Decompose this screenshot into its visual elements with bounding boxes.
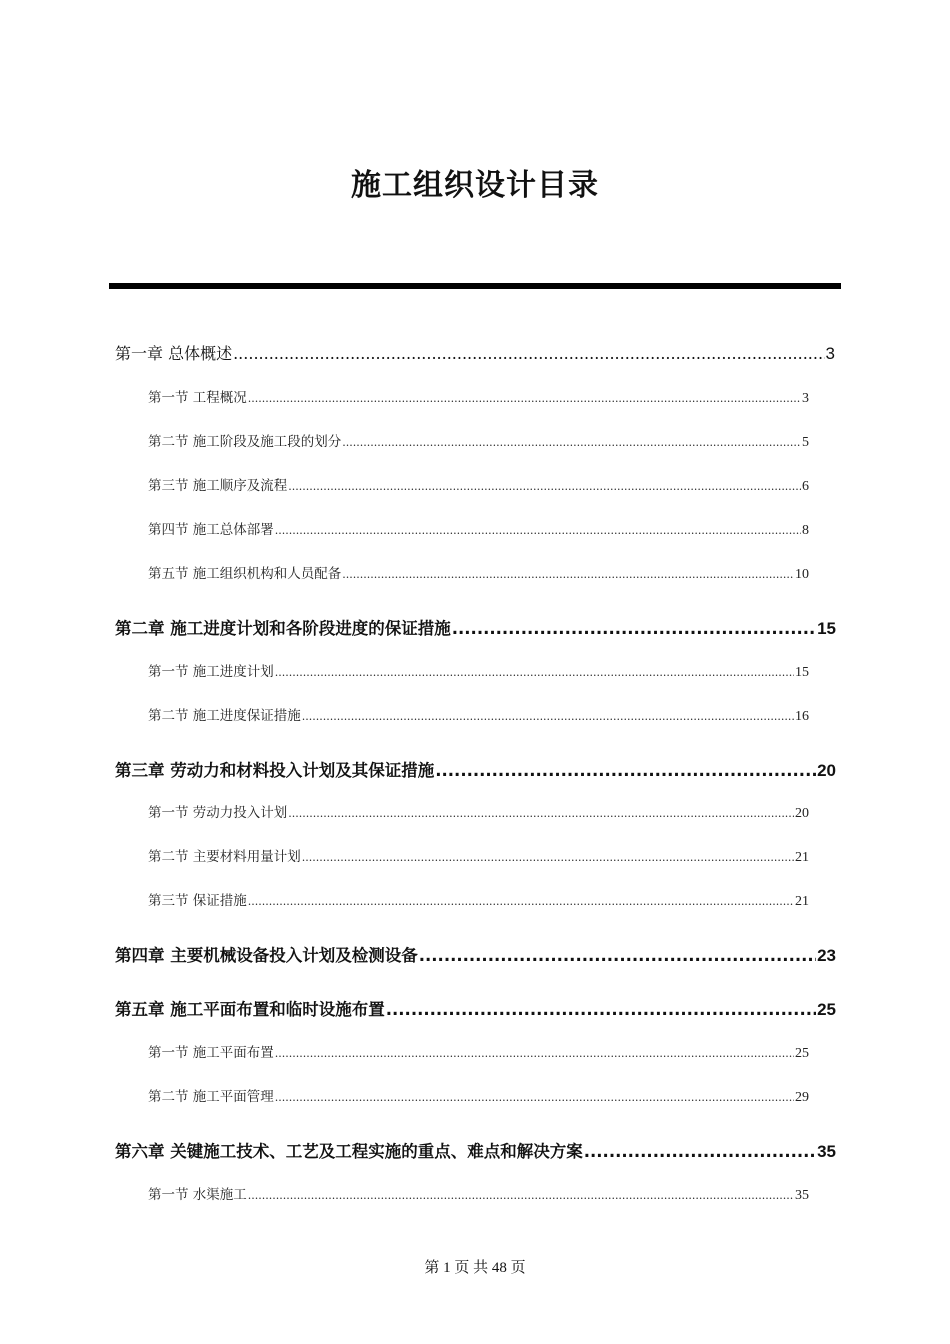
toc-section-2-1[interactable] [148,660,809,681]
dot-leader [302,849,794,865]
dot-leader [419,946,816,965]
toc-entry-label: 第六章 关键施工技术、工艺及工程实施的重点、难点和解决方案 [115,1142,583,1161]
dot-leader [288,478,801,494]
toc-section-5-1[interactable] [148,1041,809,1062]
toc-page-number: 23 [817,946,836,965]
toc-page-number: 8 [802,523,809,538]
toc-page-number: 15 [817,619,836,638]
toc-entry-label: 第三章 劳动力和材料投入计划及其保证措施 [115,761,435,780]
toc-page-number: 21 [795,894,809,909]
toc-chapter-1[interactable] [115,341,835,364]
toc-entry-label: 第三节 保证措施 [148,893,247,909]
toc-page-number: 20 [795,806,809,821]
toc-page-number: 35 [795,1188,809,1203]
toc-page-number: 5 [802,435,809,450]
toc-entry-label: 第五节 施工组织机构和人员配备 [148,566,342,582]
toc-page-number: 21 [795,850,809,865]
toc-section-3-2[interactable] [148,845,809,866]
toc-entry-label: 第一节 水渠施工 [148,1187,247,1203]
toc-page-number: 25 [795,1046,809,1061]
toc-section-1-5[interactable] [148,562,809,583]
toc-entry-label: 第一节 劳动力投入计划 [148,805,288,821]
toc-entry-label: 第五章 施工平面布置和临时设施布置 [115,1000,385,1019]
dot-leader [233,344,824,363]
toc-section-1-2[interactable] [148,430,809,451]
dot-leader [342,434,801,450]
toc-section-3-1[interactable] [148,801,809,822]
toc-page-number: 10 [795,567,809,582]
toc-entry-label: 第四节 施工总体部署 [148,522,274,538]
toc-page-number: 3 [825,344,835,363]
toc-entry-label: 第二节 施工阶段及施工段的划分 [148,434,342,450]
dot-leader [386,1000,816,1019]
toc-page-number: 20 [817,761,836,780]
toc-chapter-6[interactable] [115,1138,836,1162]
dot-leader [452,619,816,638]
toc-section-5-2[interactable] [148,1085,809,1106]
dot-leader [288,805,794,821]
dot-leader [275,1089,794,1105]
toc-page-number: 25 [817,1000,836,1019]
dot-leader [275,1045,794,1061]
toc-entry-label: 第二节 施工进度保证措施 [148,708,301,724]
dot-leader [584,1142,816,1161]
dot-leader [248,390,801,406]
toc-section-6-1[interactable] [148,1183,809,1204]
dot-leader [275,522,801,538]
toc-page-number: 16 [795,709,809,724]
dot-leader [302,708,794,724]
dot-leader [342,566,794,582]
title-divider [109,283,841,289]
toc-entry-label: 第一章 总体概述 [115,344,233,363]
toc-section-2-2[interactable] [148,704,809,725]
dot-leader [275,664,794,680]
toc-page-number: 29 [795,1090,809,1105]
toc-chapter-2[interactable] [115,615,836,639]
toc-page-number: 35 [817,1142,836,1161]
dot-leader [248,1187,794,1203]
toc-section-1-3[interactable] [148,474,809,495]
toc-entry-label: 第一节 施工平面布置 [148,1045,274,1061]
toc-entry-label: 第四章 主要机械设备投入计划及检测设备 [115,946,418,965]
toc-entry-label: 第二节 主要材料用量计划 [148,849,301,865]
toc-section-1-4[interactable] [148,518,809,539]
toc-entry-label: 第三节 施工顺序及流程 [148,478,288,494]
toc-entry-label: 第一节 施工进度计划 [148,664,274,680]
toc-chapter-3[interactable] [115,757,836,781]
toc-entry-label: 第一节 工程概况 [148,390,247,406]
dot-leader [248,893,794,909]
page-title: 施工组织设计目录 [351,168,599,203]
toc-entry-label: 第二章 施工进度计划和各阶段进度的保证措施 [115,619,451,638]
toc-entry-label: 第二节 施工平面管理 [148,1089,274,1105]
toc-section-3-3[interactable] [148,889,809,910]
toc-chapter-5[interactable] [115,996,836,1020]
toc-page-number: 6 [802,479,809,494]
toc-section-1-1[interactable] [148,386,809,407]
dot-leader [435,761,816,780]
page-footer: 第 1 页 共 48 页 [424,1260,526,1276]
toc-chapter-4[interactable] [115,942,836,966]
toc-page-number: 3 [802,391,809,406]
toc-page-number: 15 [795,665,809,680]
